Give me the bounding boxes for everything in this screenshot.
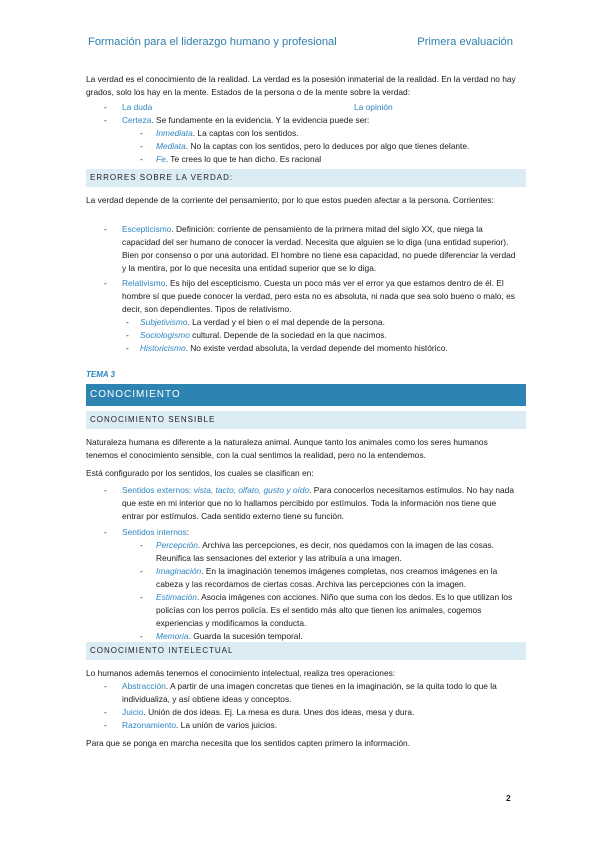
internos-item bbox=[86, 526, 518, 643]
externos-item bbox=[86, 484, 518, 523]
tema-text: TEMA 3 bbox=[86, 370, 116, 379]
intro-paragraph: La verdad es el conocimiento de la realidad. La verdad es la posesión inmaterial de la realidad. En la verdad no hay grados, solo los hay en la mente. Estados de la persona o de la mente sobre la verdad: bbox=[86, 74, 516, 97]
bullet-marker: - bbox=[104, 707, 107, 717]
operation-text: . La unión de varios juicios. bbox=[176, 720, 278, 730]
sense-text: . En la imaginación tenemos imágenes completas, nos creamos imágenes en la cabeza y las recordamos de ciertas cosas. Archiva las percepciones con la imagen. bbox=[156, 566, 498, 589]
truth-intro bbox=[86, 73, 518, 99]
bullet-marker: - bbox=[140, 128, 143, 138]
operation-label: Abstracción bbox=[122, 681, 166, 691]
section-heading-errores: ERRORES SOBRE LA VERDAD: bbox=[86, 169, 526, 187]
state-duda: La duda bbox=[122, 102, 153, 112]
bullet-marker: - bbox=[104, 278, 107, 288]
bullet-marker: - bbox=[140, 154, 143, 164]
escepticismo-label: Escepticismo bbox=[122, 224, 172, 234]
internos-colon: : bbox=[186, 527, 190, 537]
bullet-marker: - bbox=[140, 566, 143, 576]
internos-label: Sentidos internos bbox=[122, 527, 187, 537]
bullet-marker: - bbox=[140, 592, 143, 602]
document-title: Formación para el liderazgo humano y profesional bbox=[88, 36, 337, 48]
relativismo-label: Relativismo bbox=[122, 278, 166, 288]
type-text: cultural. Depende de la sociedad en la que nacimos. bbox=[189, 330, 387, 340]
errores-intro: La verdad depende de la corriente del pensamiento, por lo que estos pueden afectar a la persona. Corrientes: bbox=[86, 195, 494, 205]
bullet-marker: - bbox=[126, 317, 129, 327]
internal-sense bbox=[86, 539, 518, 565]
operation-label: Razonamiento bbox=[122, 720, 177, 730]
operation-text: . Unión de dos ideas. Ej. La mesa es dura. Unes dos ideas, mesa y dura. bbox=[143, 707, 415, 717]
type-label: Subjetivismo bbox=[140, 317, 188, 327]
evidence-text: . No la captas con los sentidos, pero lo deduces por algo que tienes delante. bbox=[185, 141, 470, 151]
section-heading-conocimiento: CONOCIMIENTO bbox=[86, 384, 526, 406]
evidence-item bbox=[86, 140, 518, 153]
evidence-label: Fe bbox=[156, 154, 166, 164]
bullet-marker: - bbox=[104, 115, 107, 125]
bullet-marker: - bbox=[104, 720, 107, 730]
internal-sense bbox=[86, 591, 518, 630]
operation-item bbox=[86, 706, 518, 719]
bullet-marker: - bbox=[126, 343, 129, 353]
bullet-marker: - bbox=[104, 527, 107, 537]
internal-sense bbox=[86, 565, 518, 591]
state-certeza-text: . Se fundamente en la evidencia. Y la evidencia puede ser: bbox=[151, 115, 370, 125]
bullet-marker: - bbox=[104, 681, 107, 691]
type-text: . La verdad y el bien o el mal depende de la persona. bbox=[187, 317, 385, 327]
bullet-marker: - bbox=[104, 224, 107, 234]
sense-text: . Archiva las percepciones, es decir, nos quedamos con la imagen de las cosas. Reunifica las sensaciones del exterior y las atribuía a una imagen. bbox=[156, 540, 494, 563]
sensible-intro: Naturaleza humana es diferente a la naturaleza animal. Aunque tanto los animales como los seres humanos tenemos el conocimiento sensible, con la cual sentimos la realidad, pero no la entendemos. bbox=[86, 437, 488, 460]
evidence-text: . La captas con los sentidos. bbox=[192, 128, 299, 138]
evidence-label: Inmediata bbox=[156, 128, 193, 138]
bullet-marker: - bbox=[104, 102, 107, 112]
closing-paragraph: Para que se ponga en marcha necesita que los sentidos capten primero la información. bbox=[86, 738, 411, 748]
operation-item bbox=[86, 719, 518, 732]
bullet-marker: - bbox=[104, 485, 107, 495]
section-label: Primera evaluación bbox=[417, 36, 513, 48]
relativismo-type bbox=[86, 316, 518, 329]
escepticismo-item bbox=[86, 223, 518, 275]
sense-text: . Asocia imágenes con acciones. Niño que suma con los dedos. Es lo que utilizan los policías con los perros policía. Es el sentido más alto que tienen los animales, cogemos experiencias y modificamos la conducta. bbox=[156, 592, 513, 628]
sense-label: Imaginación bbox=[156, 566, 202, 576]
tema-label bbox=[86, 368, 518, 381]
evidence-item bbox=[86, 127, 518, 140]
page-number: 2 bbox=[506, 793, 511, 803]
truth-states bbox=[86, 101, 518, 166]
state-opinion: La opinión bbox=[354, 102, 393, 112]
errores-body bbox=[86, 194, 518, 207]
intelectual-intro: Lo humanos además tenemos el conocimiento intelectual, realiza tres operaciones: bbox=[86, 668, 396, 678]
externos-text: . Para conocerlos necesitamos estímulos. No hay nada que este en mi interior que no lo hallamos percibido por estímulos. Toda la información nos tiene que entrar por estímulos. Cada sentido externo tiene su función. bbox=[122, 485, 514, 521]
type-label: Sociologismo bbox=[140, 330, 190, 340]
operation-item bbox=[86, 680, 518, 706]
escepticismo-text: . Definición: corriente de pensamiento de la primera mitad del siglo XX, que niega la capacidad del ser humano de conocer la verdad. Necesita que alguien se lo diga (una entidad superior). Bien por consenso o por una autoridad. El hombre no tiene esa capacidad, no puede diferenciar la verdad y la mentira, por lo que necesita una entidad superior que se lo diga. bbox=[122, 224, 516, 273]
bullet-marker: - bbox=[140, 540, 143, 550]
sense-label: Estimación bbox=[156, 592, 197, 602]
sensible-config: Está configurado por los sentidos, los cuales se clasifican en: bbox=[86, 468, 314, 478]
sense-label: Percepción bbox=[156, 540, 198, 550]
evidence-text: . Te crees lo que te han dicho. Es racional bbox=[165, 154, 322, 164]
type-label: Historicismo bbox=[140, 343, 186, 353]
relativismo-type bbox=[86, 342, 518, 355]
type-text: . No existe verdad absoluta, la verdad depende del momento histórico. bbox=[185, 343, 448, 353]
bullet-marker: - bbox=[140, 141, 143, 151]
externos-label: Sentidos externos bbox=[122, 485, 190, 495]
list-item bbox=[86, 114, 518, 127]
page-header bbox=[88, 36, 513, 52]
list-item bbox=[86, 101, 518, 114]
intelectual-body bbox=[86, 667, 518, 750]
operation-text: . A partir de una imagen concretas que tienes en la imaginación, se la quita todo lo que la individualiza, y así obtiene ideas y conceptos. bbox=[122, 681, 497, 704]
evidence-label: Mediata bbox=[156, 141, 186, 151]
sense-label: Memoria bbox=[156, 631, 189, 641]
bullet-marker: - bbox=[126, 330, 129, 340]
sense-text: . Guarda la sucesión temporal. bbox=[188, 631, 303, 641]
section-heading-sensible: CONOCIMIENTO SENSIBLE bbox=[86, 411, 526, 429]
state-certeza-label: Certeza bbox=[122, 115, 152, 125]
evidence-item bbox=[86, 153, 518, 166]
relativismo-text: . Es hijo del escepticismo. Cuesta un poco más ver el error ya que estamos dentro de él. El hombre sí que puede conocer la verdad, pero esta no es absoluta, ni nada que sea solo bueno o malo, es decir, son dependientes. Tipos de relativismo. bbox=[122, 278, 515, 314]
bullet-marker: - bbox=[140, 631, 143, 641]
sensible-body bbox=[86, 436, 518, 480]
operation-label: Juicio bbox=[122, 707, 144, 717]
relativismo-item bbox=[86, 277, 518, 355]
section-heading-intelectual: CONOCIMIENTO INTELECTUAL bbox=[86, 642, 526, 660]
relativismo-type bbox=[86, 329, 518, 342]
externos-list: : vista, tacto, olfato, gusto y oído bbox=[189, 485, 310, 495]
